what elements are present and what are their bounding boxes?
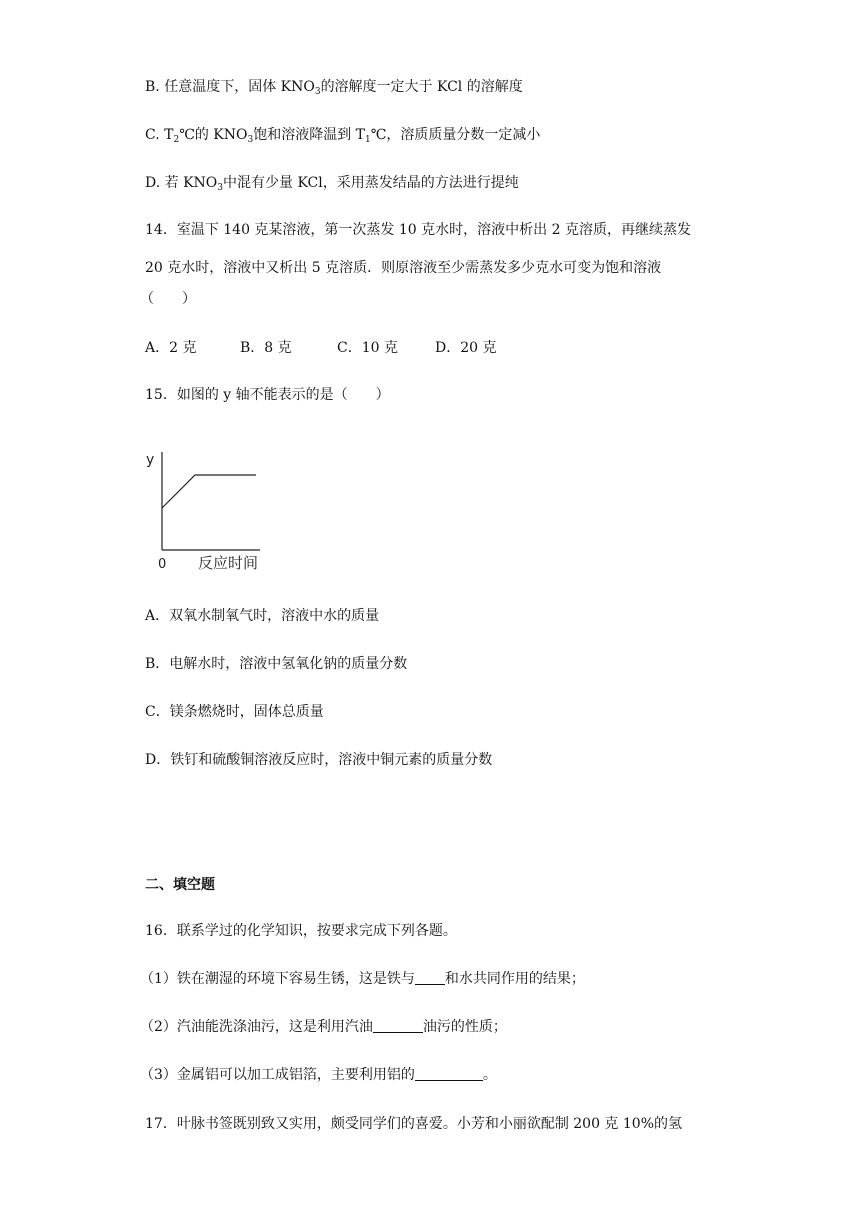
q14-option-b: B．8 克 bbox=[240, 340, 292, 356]
q15-option-b: B．电解水时，溶液中氢氧化钠的质量分数 bbox=[145, 656, 408, 672]
q16-item2: （2）汽油能洗涤油污，这是利用汽油 油污的性质； bbox=[140, 1019, 507, 1035]
q15-graph bbox=[140, 440, 280, 575]
q14-option-d: D．20 克 bbox=[435, 340, 497, 356]
q13-option-d: D. 若 $KNO_3$中混有少量 KCl，采用蒸发结晶的方法进行提纯 bbox=[145, 175, 519, 193]
section-title: 二、填空题 bbox=[145, 877, 215, 893]
q13-option-b: B. 任意温度下，固体 $KNO_3$的溶解度一定大于 KCl 的溶解度 bbox=[145, 79, 523, 97]
q16-item1: （1）铁在潮湿的环境下容易生锈，这是铁与 和水共同作用的结果； bbox=[140, 971, 585, 987]
q16-item3: （3）金属铝可以加工成铝箔，主要利用铝的 。 bbox=[140, 1067, 497, 1083]
q16-blank1[interactable] bbox=[415, 970, 445, 985]
q14-answer-bracket: （ ） bbox=[140, 291, 196, 307]
q14-stem-line2: 20 克水时，溶液中又析出 5 克溶质．则原溶液至少需蒸发多少克水可变为饱和溶液 bbox=[145, 260, 662, 276]
q17-stem-line1: 17．叶脉书签既别致又实用，颇受同学们的喜爱。小芳和小丽欲配制 200 克 10%的氢 bbox=[145, 1116, 683, 1132]
q13-option-c: C. $T_2℃$的 $KNO_3$饱和溶液降温到 $T_1℃$，溶质质量分数一定减小 bbox=[145, 127, 541, 145]
q14-stem-line1: 14．室温下 140 克某溶液，第一次蒸发 10 克水时，溶液中析出 2 克溶质，再继续蒸发 bbox=[145, 222, 691, 238]
origin-label: 0 bbox=[158, 557, 167, 572]
graph-curve bbox=[162, 475, 256, 508]
q15-stem: 15．如图的 y 轴不能表示的是（ ） bbox=[145, 387, 390, 403]
q16-blank3[interactable] bbox=[415, 1066, 483, 1081]
q16-blank2[interactable] bbox=[373, 1018, 423, 1033]
y-axis-label: y bbox=[146, 452, 155, 468]
x-axis-label: 反应时间 bbox=[198, 554, 259, 572]
q14-option-c: C．10 克 bbox=[337, 340, 398, 356]
q15-option-a: A．双氧水制氧气时，溶液中水的质量 bbox=[145, 608, 380, 624]
q15-option-c: C．镁条燃烧时，固体总质量 bbox=[145, 704, 324, 720]
q14-options bbox=[145, 338, 497, 358]
q15-option-d: D．铁钉和硫酸铜溶液反应时，溶液中铜元素的质量分数 bbox=[145, 752, 493, 768]
q16-stem: 16．联系学过的化学知识，按要求完成下列各题。 bbox=[145, 923, 457, 939]
q14-option-a: A．2 克 bbox=[145, 340, 197, 356]
